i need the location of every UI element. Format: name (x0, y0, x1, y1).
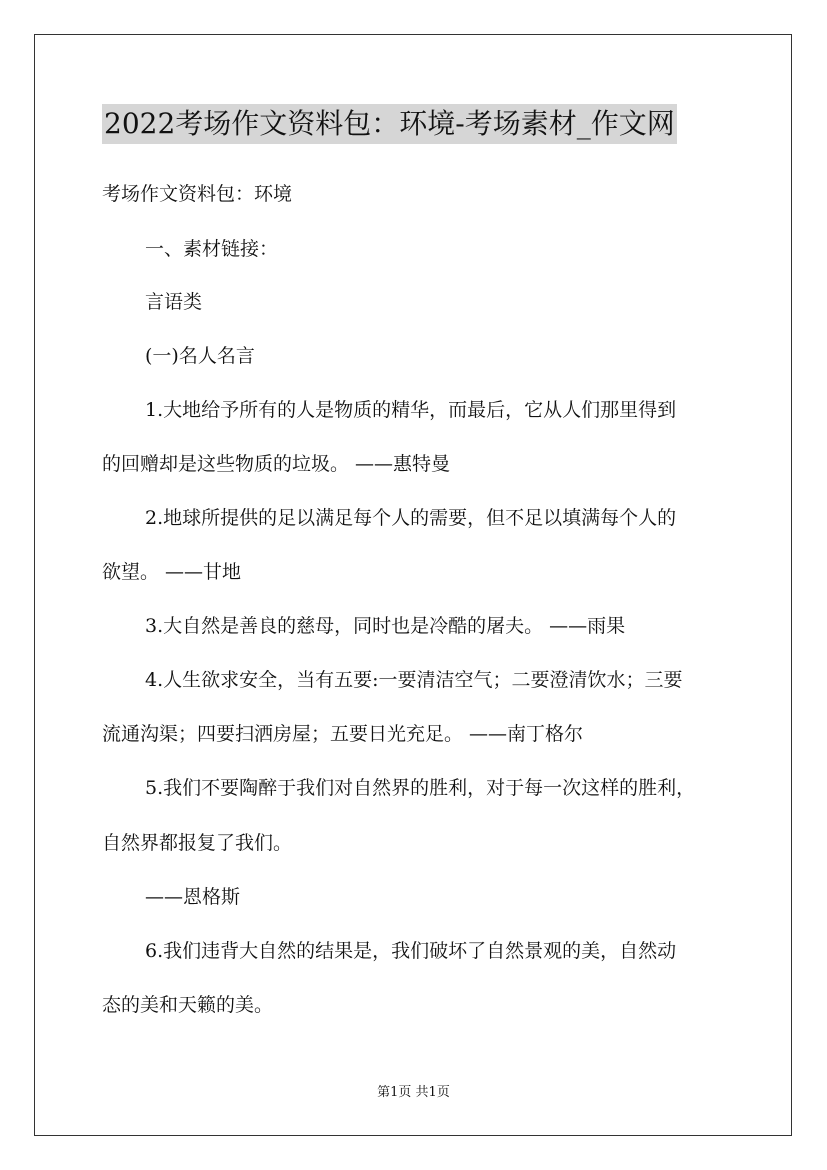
quote-4-line-2: 流通沟渠；四要扫洒房屋；五要日光充足。 ——南丁格尔 (102, 723, 584, 745)
subcategory-heading: (一)名人名言 (145, 345, 255, 367)
document-subtitle: 考场作文资料包：环境 (102, 183, 293, 205)
quote-5-line-1: 5.我们不要陶醉于我们对自然界的胜利，对于每一次这样的胜利， (145, 777, 696, 799)
quote-4-line-1: 4.人生欲求安全，当有五要:一要清洁空气；二要澄清饮水；三要 (145, 669, 683, 691)
quote-6-line-2: 态的美和天籁的美。 (102, 994, 274, 1016)
category-heading: 言语类 (145, 291, 203, 313)
quote-6-line-1: 6.我们违背大自然的结果是，我们破坏了自然景观的美，自然动 (145, 940, 677, 962)
quote-1-line-2: 的回赠却是这些物质的垃圾。 ——惠特曼 (102, 453, 451, 475)
quote-5-line-2: 自然界都报复了我们。 (102, 832, 293, 854)
quote-1-line-1: 1.大地给予所有的人是物质的精华，而最后，它从人们那里得到 (145, 399, 677, 421)
section-heading: 一、素材链接： (145, 238, 279, 260)
quote-2-line-1: 2.地球所提供的足以满足每个人的需要，但不足以填满每个人的 (145, 507, 677, 529)
quote-5-line-3: ——恩格斯 (145, 886, 241, 908)
page-indicator: 第1页 共1页 (377, 1085, 450, 1100)
quote-3-line-1: 3.大自然是善良的慈母，同时也是冷酷的屠夫。 ——雨果 (145, 615, 626, 637)
document-title: 2022考场作文资料包：环境-考场素材_作文网 (102, 104, 677, 144)
quote-2-line-2: 欲望。 ——甘地 (102, 561, 242, 583)
